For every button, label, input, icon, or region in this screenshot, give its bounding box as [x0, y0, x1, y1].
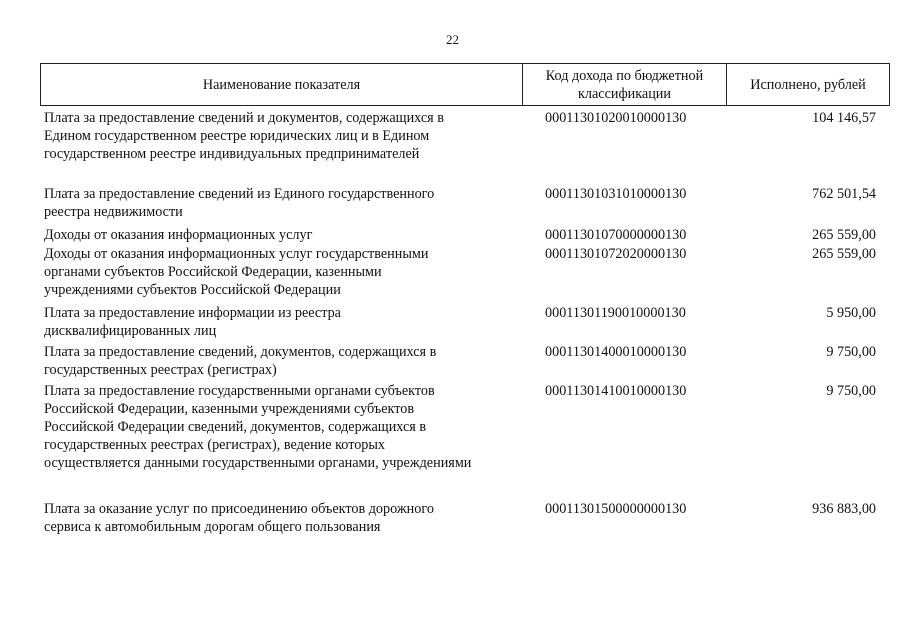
row-name: Плата за предоставление государственными органами субъектов Российской Федерации, казенными учреждениями субъектов Российской Федерации сведений, документов, содержащихся в государственных реестрах (регистрах), ведение которых осуществляется данными государственными органами, учреждениями: [44, 383, 472, 471]
row-value: 265 559,00: [812, 227, 876, 243]
table-header: [40, 63, 890, 106]
row-name: Плата за предоставление сведений, документов, содержащихся в государственных реестрах (регистрах): [44, 344, 437, 378]
page-number: 22: [446, 32, 459, 47]
row-value: 5 950,00: [826, 305, 876, 321]
row-code: 00011301410010000130: [545, 383, 687, 399]
row-value: 936 883,00: [812, 501, 876, 517]
row-code: 00011301020010000130: [545, 110, 687, 126]
row-value: 9 750,00: [826, 344, 876, 360]
row-name: Плата за предоставление сведений из Единого государственного реестра недвижимости: [44, 186, 435, 220]
row-code: 00011301400010000130: [545, 344, 687, 360]
row-name: Плата за предоставление сведений и документов, содержащихся в Едином государственном реестре юридических лиц и в Едином государственном реестре индивидуальных предпринимателей: [44, 110, 444, 162]
row-value: 265 559,00: [812, 246, 876, 262]
row-name: Доходы от оказания информационных услуг государственными органами субъектов Российской Федерации, казенными учреждениями субъектов Российской Федерации: [44, 246, 429, 298]
row-value: 104 146,57: [812, 110, 876, 126]
row-code: 00011301031010000130: [545, 186, 687, 202]
row-name: Плата за предоставление информации из реестра дисквалифицированных лиц: [44, 305, 341, 339]
row-value: 762 501,54: [812, 186, 876, 202]
row-code: 00011301500000000130: [545, 501, 687, 517]
header-value: Исполнено, рублей: [750, 76, 866, 93]
row-name: Плата за оказание услуг по присоединению объектов дорожного сервиса к автомобильным дорогам общего пользования: [44, 501, 434, 535]
row-code: 00011301190010000130: [545, 305, 686, 321]
header-name: Наименование показателя: [41, 64, 523, 105]
row-code: 00011301070000000130: [545, 227, 687, 243]
row-name: Доходы от оказания информационных услуг: [44, 227, 313, 243]
row-value: 9 750,00: [826, 383, 876, 399]
row-code: 00011301072020000130: [545, 246, 687, 262]
header-code: Код дохода по бюджетной классификации: [523, 64, 727, 105]
